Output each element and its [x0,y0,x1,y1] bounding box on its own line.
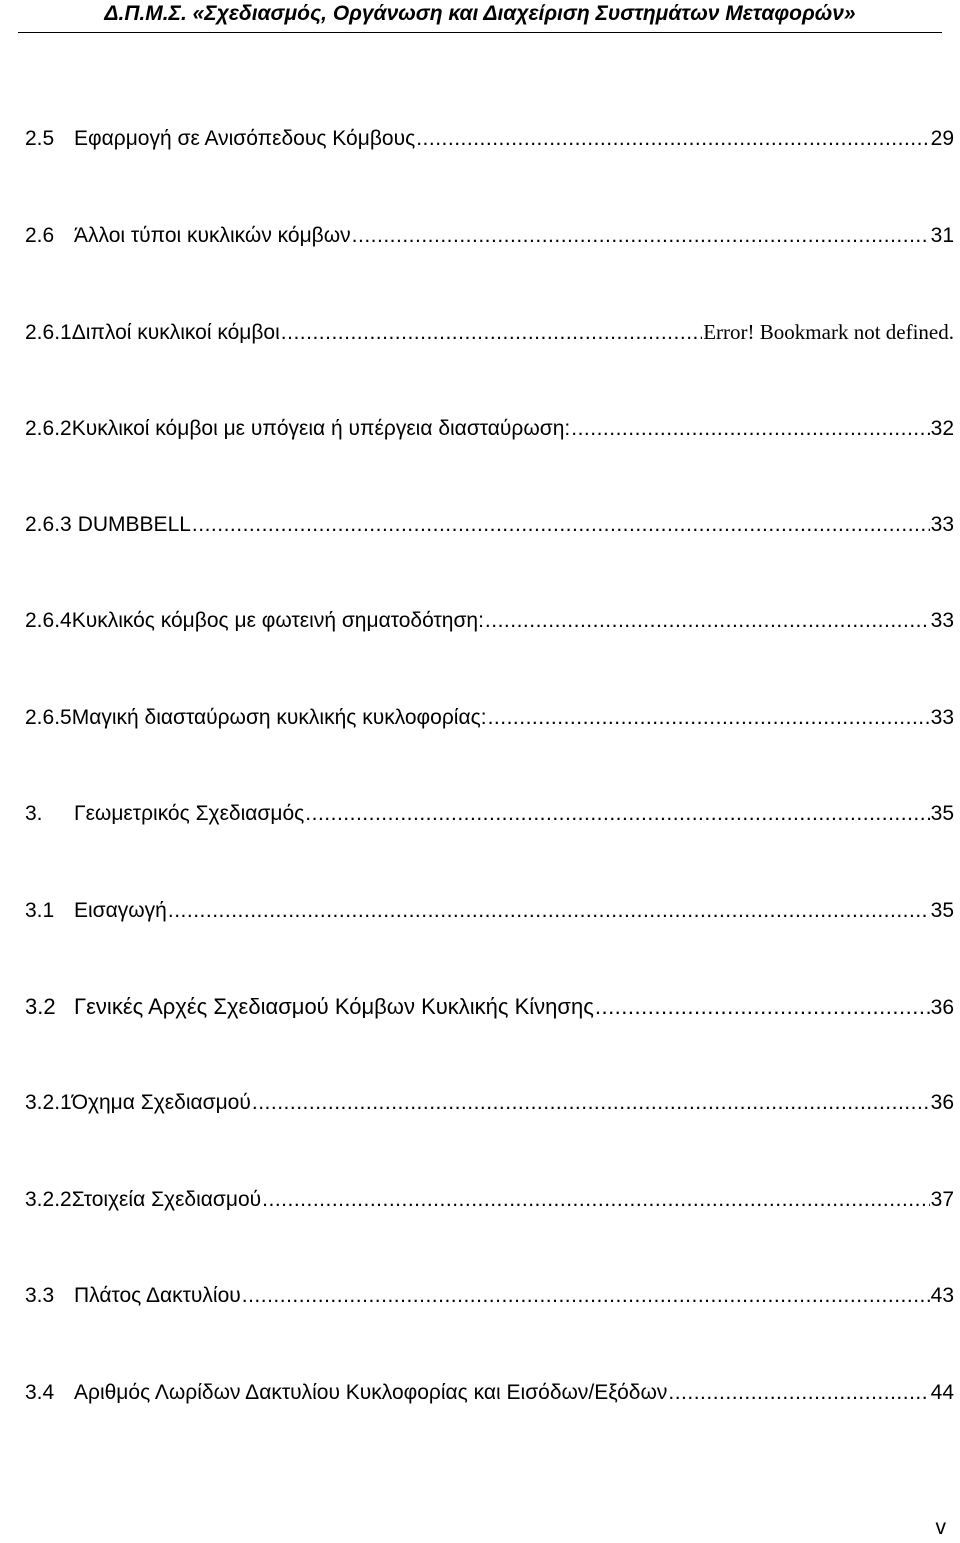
toc-dot-leader [668,1376,929,1410]
toc-entry-number: 2.6.3 [25,513,72,536]
toc-entry[interactable] [25,1376,954,1410]
toc-entry-number: 2.6.2 [25,417,72,440]
toc-entry-page: 36 [930,1091,954,1114]
toc-entry-page: 44 [930,1381,954,1404]
toc-entry-number: 3.2.1 [25,1091,72,1114]
toc-entry[interactable] [25,412,954,446]
toc-dot-leader [416,122,929,156]
toc-entry[interactable] [25,894,954,928]
toc-dot-leader [262,1183,929,1217]
toc-dot-leader [281,316,702,350]
toc-entry-number: 3.4 [25,1381,55,1404]
toc-entry-page: 37 [930,1188,954,1211]
toc-entry-title: Κυκλικός κόμβος με φωτεινή σηματοδότηση: [71,609,484,632]
toc-entry[interactable] [25,315,954,349]
toc-entry-title: DUMBBELL [77,513,191,536]
toc-entry[interactable] [25,1183,954,1217]
toc-entry-page: 35 [930,899,954,922]
toc-entry-title: Μαγική διασταύρωση κυκλικής κυκλοφορίας: [71,706,487,729]
toc-entry[interactable] [25,1279,954,1313]
toc-entry[interactable] [25,508,954,542]
toc-entry-title: Εισαγωγή [74,899,167,922]
toc-entry-number: 3.1 [25,899,55,922]
toc-dot-leader [485,604,930,638]
header-title: Δ.Π.Μ.Σ. «Σχεδιασμός, Οργάνωση και Διαχείριση Συστημάτων Μεταφορών» [104,2,856,25]
toc-entry-page: 31 [930,224,954,247]
toc-dot-leader [352,219,930,253]
toc-entry-page: 33 [930,706,954,729]
page-number: v [935,1516,946,1539]
toc-entry-title: Αριθμός Λωρίδων Δακτυλίου Κυκλοφορίας και Εισόδων/Εξόδων [74,1381,668,1404]
toc-entry[interactable] [25,604,954,638]
toc-entry-number: 3.3 [25,1284,55,1307]
toc-entry-number: 2.6.4 [25,609,72,632]
toc-dot-leader [192,508,930,542]
toc-entry-title: Γεωμετρικός Σχεδιασμός [74,802,305,825]
toc-entry-page: 36 [930,996,954,1019]
toc-entry-title: Στοιχεία Σχεδιασμού [71,1188,262,1211]
toc-entry-page: 35 [930,802,954,825]
toc-entry-title: Όχημα Σχεδιασμού [71,1091,251,1114]
toc-entry-number: 2.6.1 [25,321,72,344]
toc-entry-title: Κυκλικοί κόμβοι με υπόγεια ή υπέργεια διασταύρωση: [71,417,571,440]
toc-entry-title: Διπλοί κυκλικοί κόμβοι [71,321,280,344]
toc-entry-title: Γενικές Αρχές Σχεδιασμού Κόμβων Κυκλικής Κίνησης [74,994,594,1019]
toc-entry-number: 2.6.5 [25,706,72,729]
toc-entry-title: Άλλοι τύποι κυκλικών κόμβων [74,224,351,247]
toc-entry-number: 3.2.2 [25,1188,72,1211]
toc-entry-page: 43 [930,1284,954,1307]
toc-entry[interactable] [25,219,954,253]
toc-entry[interactable] [25,1086,954,1120]
toc-entry-number: 2.6 [25,224,55,247]
toc-dot-leader [595,990,930,1024]
toc-entry-page: 29 [930,127,954,150]
toc-entry-page: 32 [930,417,954,440]
toc-entry[interactable] [25,701,954,735]
toc-dot-leader [571,412,929,446]
toc-dot-leader [242,1279,930,1313]
toc-entry-page: 33 [930,609,954,632]
toc-entry-page: Error! Bookmark not defined. [703,320,954,344]
toc-entry[interactable] [25,990,954,1024]
toc-dot-leader [168,894,930,928]
toc-entry-title: Πλάτος Δακτυλίου [74,1284,241,1307]
toc-entry[interactable] [25,122,954,156]
toc-entry[interactable] [25,797,954,831]
toc-dot-leader [252,1086,930,1120]
toc-dot-leader [305,797,929,831]
toc-entry-number: 3.2 [25,994,56,1019]
toc-entry-page: 33 [930,513,954,536]
toc-dot-leader [488,701,930,735]
toc-entry-number: 3. [25,802,43,825]
toc-entry-title: Εφαρμογή σε Ανισόπεδους Κόμβους [74,127,416,150]
toc-entry-number: 2.5 [25,127,55,150]
